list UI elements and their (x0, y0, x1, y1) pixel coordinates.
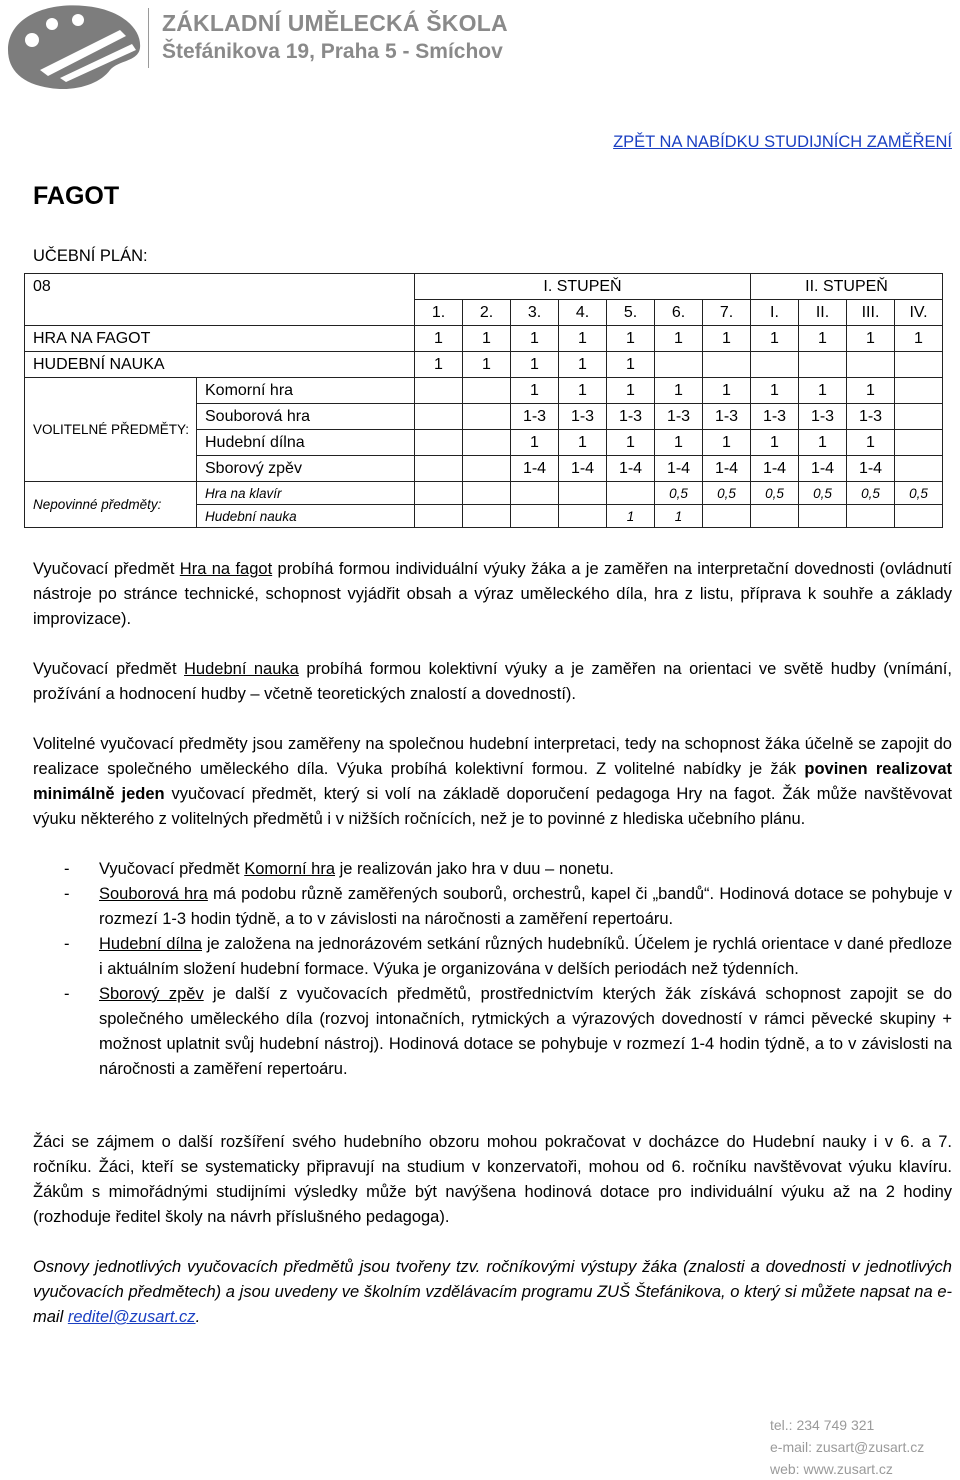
value-cell (847, 505, 895, 528)
row-label: HUDEBNÍ NAUKA (25, 352, 415, 378)
dash: - (64, 860, 70, 878)
paragraph-additional: Žáci se zájmem o další rozšíření svého hudebního obzoru mohou pokračovat v docházce do Hudební nauky i v 6. a 7. ročníku. Žáci, kteří se systematicky připravují na studium v konzervatoři, mohou od 6. ročníku navštěvovat výuku klavíru. Žákům s mimořádnými studijními výsledky může být navýšena hodinová dotace pro individuální výuku až na 2 hodiny (rozhoduje ředitel školy na návrh příslušného pedagoga). (33, 1133, 952, 1226)
value-cell: 1 (655, 430, 703, 456)
paragraph-electives (33, 732, 952, 832)
school-logo (0, 0, 150, 95)
value-cell: 1 (559, 352, 607, 378)
value-cell: 1-3 (703, 404, 751, 430)
value-cell: 1 (607, 378, 655, 404)
value-cell: 1-3 (655, 404, 703, 430)
value-cell: 0,5 (751, 482, 799, 505)
value-cell (895, 505, 943, 528)
value-cell (703, 505, 751, 528)
year-cell: 1. (415, 300, 463, 326)
table-row-elective (25, 378, 943, 404)
subject-name: Hudební dílna (99, 935, 202, 953)
plan-label: UČEBNÍ PLÁN: (33, 247, 148, 265)
text: probíhá formou individuální výuky žáka a je zaměřen na interpretační dovednosti (ovládnutí nástroje po stránce technické, schopnost vyjádřit obsah a výraz uměleckého díla, hra z listu, příprava k souhře a základy improvizace). (33, 560, 952, 628)
value-cell: 1-4 (511, 456, 559, 482)
value-cell (415, 505, 463, 528)
value-cell: 1 (895, 326, 943, 352)
stage1-header: I. STUPEŇ (415, 274, 751, 300)
list-item (33, 982, 952, 1082)
text: je realizován jako hra v duu – nonetu. (335, 860, 614, 878)
value-cell: 1 (559, 326, 607, 352)
value-cell: 1 (799, 430, 847, 456)
value-cell: 1 (559, 378, 607, 404)
value-cell (463, 404, 511, 430)
value-cell: 1-3 (511, 404, 559, 430)
value-cell: 1 (463, 352, 511, 378)
value-cell (895, 430, 943, 456)
value-cell: 1 (559, 430, 607, 456)
value-cell (895, 352, 943, 378)
value-cell (895, 404, 943, 430)
value-cell: 1-4 (655, 456, 703, 482)
dash: - (64, 935, 70, 953)
value-cell (655, 352, 703, 378)
value-cell: 1 (655, 326, 703, 352)
value-cell (415, 404, 463, 430)
row-label: Hra na klavír (197, 482, 415, 505)
value-cell: 1 (703, 378, 751, 404)
text: probíhá formou kolektivní výuky a je zaměřen na orientaci ve světě hudby (vnímání, prožívání a hodnocení hudby – včetně teoretických znalostí a dovedností). (33, 660, 952, 703)
value-cell: 0,5 (655, 482, 703, 505)
value-cell: 1 (751, 326, 799, 352)
table-row-hra (25, 326, 943, 352)
value-cell: 1-4 (703, 456, 751, 482)
value-cell: 1-3 (847, 404, 895, 430)
value-cell: 1 (607, 326, 655, 352)
table-years-row (25, 300, 943, 326)
dash: - (64, 885, 70, 903)
value-cell: 1-4 (799, 456, 847, 482)
value-cell: 1 (799, 378, 847, 404)
subject-name: Komorní hra (244, 860, 336, 878)
text: je založena na jednorázovém setkání různých hudebníků. Účelem je rychlá orientace v dané předloze i aktuálním složení hudební formace. Výuka je organizována v delších periodách než týdenních. (99, 935, 952, 978)
year-cell: III. (847, 300, 895, 326)
row-label: Hudební nauka (197, 505, 415, 528)
footer-web: web: www.zusart.cz (770, 1461, 893, 1477)
school-address: Štefánikova 19, Praha 5 - Smíchov (162, 40, 503, 63)
table-row-optional (25, 482, 943, 505)
footer-contacts (770, 1414, 924, 1480)
value-cell (415, 456, 463, 482)
value-cell: 1 (511, 326, 559, 352)
value-cell: 1-4 (559, 456, 607, 482)
value-cell: 1-4 (751, 456, 799, 482)
study-plan-table (24, 273, 943, 528)
school-name: ZÁKLADNÍ UMĚLECKÁ ŠKOLA (162, 10, 508, 36)
year-cell: 6. (655, 300, 703, 326)
value-cell (463, 456, 511, 482)
text: vyučovací předmět, který si volí na základě doporučení pedagoga Hry na fagot. Žák může navštěvovat výuku některého z volitelných předmětů i v nižších ročnících, než je to povinné z hlediska učebního plánu. (33, 785, 952, 828)
text: . (195, 1308, 201, 1326)
back-to-offer-link[interactable]: ZPĚT NA NABÍDKU STUDIJNÍCH ZAMĚŘENÍ (613, 133, 952, 151)
elective-list (33, 857, 952, 1082)
header-divider (148, 8, 149, 68)
row-label: Souborová hra (197, 404, 415, 430)
value-cell: 1 (607, 505, 655, 528)
value-cell: 1 (463, 326, 511, 352)
value-cell: 1 (751, 430, 799, 456)
value-cell: 1 (751, 378, 799, 404)
value-cell (463, 430, 511, 456)
value-cell: 0,5 (895, 482, 943, 505)
value-cell (559, 482, 607, 505)
value-cell: 1 (655, 505, 703, 528)
value-cell: 1 (799, 326, 847, 352)
footer-email: e-mail: zusart@zusart.cz (770, 1439, 925, 1455)
dash: - (64, 985, 70, 1003)
subject-name: Souborová hra (99, 885, 208, 903)
text: Vyučovací předmět (33, 560, 180, 578)
value-cell (463, 482, 511, 505)
paragraph-hra (33, 557, 952, 632)
value-cell: 1 (415, 352, 463, 378)
subject-name: Hra na fagot (179, 560, 273, 578)
value-cell (607, 482, 655, 505)
value-cell: 1 (607, 430, 655, 456)
text: Vyučovací předmět (33, 660, 185, 678)
value-cell: 1 (511, 430, 559, 456)
text: Osnovy jednotlivých vyučovacích předmětů jsou tvořeny tzv. ročníkovými výstupy žáka (znalosti a dovednosti v jednotlivých vyučovacích předmětech) a jsou uvedeny ve školním vzdělávacím programu ZUŠ Štefánikova, o který si můžete napsat na e-mail (33, 1258, 952, 1326)
value-cell: 1-3 (799, 404, 847, 430)
empty-cell (25, 300, 415, 326)
subject-name: Sborový zpěv (99, 985, 204, 1003)
value-cell: 1-4 (607, 456, 655, 482)
value-cell (799, 352, 847, 378)
elective-group-label: VOLITELNÉ PŘEDMĚTY: (25, 378, 197, 482)
value-cell (847, 352, 895, 378)
optional-group-label: Nepovinné předměty: (25, 482, 197, 528)
value-cell (463, 378, 511, 404)
year-cell: 7. (703, 300, 751, 326)
value-cell: 1 (703, 430, 751, 456)
table-header-row (25, 274, 943, 300)
table-code: 08 (25, 274, 415, 300)
year-cell: 5. (607, 300, 655, 326)
value-cell (559, 505, 607, 528)
table-row-nauka (25, 352, 943, 378)
email-link[interactable]: reditel@zusart.cz (67, 1308, 196, 1326)
emphasis: povinen realizovat minimálně jeden (33, 760, 952, 803)
value-cell: 1 (511, 378, 559, 404)
stage2-header: II. STUPEŇ (751, 274, 943, 300)
value-cell (415, 378, 463, 404)
value-cell: 0,5 (847, 482, 895, 505)
value-cell: 1-4 (847, 456, 895, 482)
value-cell (751, 505, 799, 528)
value-cell (415, 430, 463, 456)
value-cell: 1 (847, 378, 895, 404)
year-cell: II. (799, 300, 847, 326)
value-cell (511, 482, 559, 505)
list-item (33, 857, 952, 882)
year-cell: 4. (559, 300, 607, 326)
text: je další z vyučovacích předmětů, prostřednictvím kterých žák získává schopnost zapojit se do společného uměleckého díla (rozvoj intonačních, rytmických a výrazových dovedností v rámci pěvecké skupiny + možnost uplatnit svůj hudební nástroj). Hodinová dotace se pohybuje v rozmezí 1-4 hodin týdně, a to v závislosti na náročnosti a zaměření repertoáru. (99, 985, 952, 1078)
year-cell: 3. (511, 300, 559, 326)
value-cell: 1-3 (607, 404, 655, 430)
value-cell (703, 352, 751, 378)
year-cell: IV. (895, 300, 943, 326)
value-cell: 0,5 (799, 482, 847, 505)
page-title: FAGOT (33, 182, 120, 210)
year-cell: 2. (463, 300, 511, 326)
value-cell (511, 505, 559, 528)
year-cell: I. (751, 300, 799, 326)
value-cell (895, 456, 943, 482)
list-item (33, 932, 952, 982)
value-cell: 1-3 (559, 404, 607, 430)
value-cell: 1 (655, 378, 703, 404)
value-cell: 0,5 (703, 482, 751, 505)
value-cell: 1-3 (751, 404, 799, 430)
paragraph-curriculum (33, 1255, 952, 1330)
value-cell (415, 482, 463, 505)
value-cell: 1 (415, 326, 463, 352)
row-label: Sborový zpěv (197, 456, 415, 482)
row-label: Hudební dílna (197, 430, 415, 456)
value-cell (799, 505, 847, 528)
value-cell: 1 (511, 352, 559, 378)
subject-name: Hudební nauka (184, 660, 299, 678)
text: Vyučovací předmět (99, 860, 245, 878)
row-label: Komorní hra (197, 378, 415, 404)
palette-logo-icon (0, 0, 150, 95)
value-cell: 1 (703, 326, 751, 352)
value-cell (895, 378, 943, 404)
value-cell: 1 (847, 430, 895, 456)
text: má podobu různě zaměřených souborů, orchestrů, kapel či „bandů“. Hodinová dotace se pohybuje v rozmezí 1-3 hodin týdně, a to v závislosti na náročnosti a zaměření repertoáru. (99, 885, 952, 928)
footer-phone: tel.: 234 749 321 (770, 1417, 875, 1433)
value-cell (463, 505, 511, 528)
text: Volitelné vyučovací předměty jsou zaměřeny na společnou hudební interpretaci, tedy na schopnost žáka účelně se zapojit do realizace společného uměleckého díla. Výuka probíhá kolektivní formou. Z volitelné nabídky je žák (33, 735, 952, 778)
list-item (33, 882, 952, 932)
value-cell: 1 (607, 352, 655, 378)
row-label: HRA NA FAGOT (25, 326, 415, 352)
paragraph-nauka (33, 657, 952, 707)
value-cell: 1 (847, 326, 895, 352)
value-cell (751, 352, 799, 378)
